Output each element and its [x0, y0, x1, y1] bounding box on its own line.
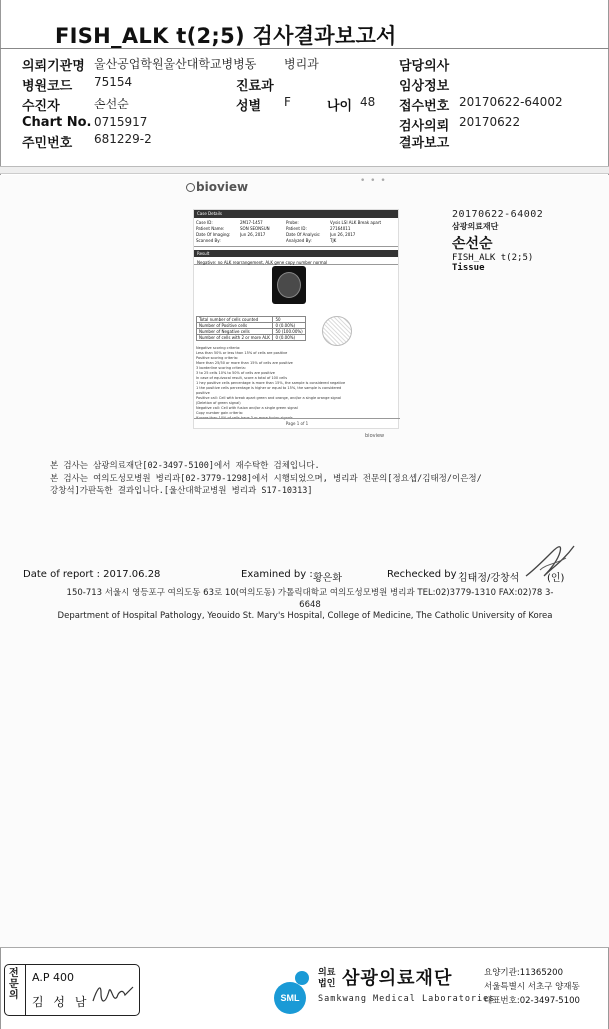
case-field: Vysis LSI ALK Break apart	[330, 220, 382, 225]
case-field: Probe:	[286, 220, 299, 225]
note-line: 강창석]가판독한 결과입니다.[울산대학교병원 병리과 S17-10313]	[50, 486, 313, 496]
resident-no-label: 주민번호	[22, 136, 73, 151]
specialist-name: 김 성 남	[32, 995, 90, 1009]
specimen-patient: 손선순	[452, 236, 493, 252]
case-field: Jun 26, 2017	[240, 232, 266, 237]
criteria-line: Negative call: Cell with fusion and/or a single green signal	[196, 406, 298, 410]
sml-logo-text: SML	[280, 993, 300, 1003]
org-prefix-line: 의료	[318, 968, 336, 978]
result-text: Negative: no ALK rearrangement, ALK gene copy number normal	[194, 257, 398, 265]
criteria-line: 1 the positive cells percentage is higher or equal to 15%, the sample is considered positive	[196, 386, 342, 395]
report-signoff	[23, 569, 583, 585]
case-details-header: Case Details	[194, 210, 398, 218]
table-cell: Number of cells with 2 or more ALK	[197, 335, 273, 341]
clinic-label: 진료과	[236, 79, 274, 94]
table-cell: Total number of cells counted	[197, 317, 273, 323]
org-english-name: Samkwang Medical Laboratories	[318, 994, 496, 1004]
institution-value: 울산공업학원울산대학교병병동	[94, 57, 257, 71]
hospital-code-value: 75154	[94, 75, 133, 89]
scoring-criteria-notes	[196, 346, 346, 421]
patient-name-value: 손선순	[94, 97, 129, 111]
criteria-line: 3 borderline scoring criteria:	[196, 366, 246, 370]
footer-divider	[0, 947, 609, 948]
criteria-line: Less than 50% or less than 15% of cells are positive	[196, 351, 288, 355]
specimen-institution: 삼광의료재단	[452, 222, 499, 231]
bioview-logo: bioview	[186, 180, 248, 194]
specialist-license: A.P 400	[32, 971, 74, 984]
report-date: Date of report : 2017.06.28	[23, 569, 161, 580]
case-field: Patient ID:	[286, 226, 307, 231]
org-info-line: 대표번호:02-3497-5100	[484, 996, 580, 1006]
lab-stamp	[322, 316, 352, 346]
scan-artifact: • • •	[360, 176, 387, 186]
hospital-code-label: 병원코드	[22, 79, 73, 94]
case-field	[240, 238, 286, 244]
clinical-info-label: 임상정보	[399, 79, 450, 94]
criteria-line: Negative scoring criteria:	[196, 346, 241, 350]
result-report-label: 결과보고	[399, 136, 450, 151]
result-header: Result	[194, 250, 398, 257]
department-value: 병리과	[284, 57, 319, 71]
criteria-line: Positive call: Cell with break apart green and orange, and/or a single orange signal (Deletion of green signal)	[196, 396, 341, 405]
specialist-confirm-box	[4, 964, 140, 1016]
case-field: Scanned By:	[196, 238, 221, 243]
criteria-line: 1 hey positive cells percentage is more than 15%, the sample is considered negative	[196, 381, 346, 385]
specimen-type: Tissue	[452, 263, 485, 273]
org-contact-info	[484, 966, 580, 1008]
sml-logo-icon	[268, 968, 316, 1016]
table-cell: 0 (0.00%)	[273, 323, 306, 329]
header-row-hospital-code	[22, 75, 602, 93]
sex-value: F	[284, 95, 291, 109]
sheet-footer-logo: bioview	[365, 433, 385, 439]
criteria-line: In case of equivocal result, score a total of 100 cells	[196, 376, 288, 380]
note-line: 본 검사는 삼광의료재단[02-3497-5100]에서 재수탁한 검체입니다.	[50, 461, 320, 471]
specialist-signature	[91, 979, 135, 1009]
case-details-grid	[194, 218, 398, 247]
header-row-resident	[22, 132, 602, 150]
case-field: Jun 26, 2017	[330, 232, 356, 237]
lab-result-sheet	[193, 209, 399, 429]
case-field: Date Of Analysis:	[286, 232, 321, 237]
case-field: SON SEONSUN	[240, 226, 270, 231]
table-cell: Number of Positive cells	[197, 323, 273, 329]
specimen-test: FISH_ALK t(2;5)	[452, 253, 534, 263]
case-field: Case ID:	[196, 220, 213, 225]
fish-cell-image	[272, 266, 306, 304]
specimen-label	[452, 209, 572, 273]
criteria-line: If more than 10% of cells have 3 or more fusion signals	[196, 416, 293, 420]
case-field: TJK	[330, 238, 337, 243]
scan-gap	[0, 166, 609, 174]
age-value: 48	[360, 95, 376, 109]
accession-value: 20170622-64002	[459, 95, 563, 109]
resident-no-value: 681229-2	[94, 132, 152, 146]
department-line: Department of Hospital Pathology, Yeouido St. Mary's Hospital, College of Medicine, The Catholic University of Korea	[57, 611, 553, 621]
org-name: 삼광의료재단	[342, 968, 453, 989]
institution-label: 의뢰기관명	[22, 59, 85, 74]
org-info-line: 요양기관:11365200	[484, 968, 563, 978]
rechecked-signature	[522, 540, 578, 582]
chart-no-value: 0715917	[94, 115, 148, 129]
patient-label: 수진자	[22, 99, 60, 114]
org-prefix-line: 법인	[318, 979, 336, 989]
cell-count-table	[196, 316, 306, 341]
examined-label: Examined by :	[241, 569, 313, 580]
doctor-label: 담당의사	[399, 59, 450, 74]
sex-label: 성별	[236, 99, 262, 114]
criteria-line: 3 to 25 cells 10% to 50% of cells are positive	[196, 371, 275, 375]
hospital-address: 150-713 서울시 영등포구 여의도동 63로 10(여의도동) 가톨릭대학교 여의도성모병원 병리과 TEL:02)3779-1310 FAX:02)78 3-6648	[66, 588, 554, 610]
criteria-line: Copy number gain criteria:	[196, 411, 244, 415]
specialist-label: 전 문 의	[5, 965, 26, 1015]
examined-name: 황은화	[313, 573, 342, 584]
header-row-patient	[22, 95, 602, 113]
rechecked-name: 김태정/강창석	[458, 573, 520, 584]
bioview-logo-icon	[186, 183, 195, 192]
table-cell: Number of Negative cells	[197, 329, 273, 335]
org-prefix	[318, 968, 335, 990]
case-field: 2M17-1457	[240, 220, 263, 225]
header-divider-top	[0, 48, 609, 49]
header-row-chart	[22, 115, 602, 133]
table-cell: 50 (100.00%)	[273, 329, 306, 335]
case-field: Patient Name:	[196, 226, 225, 231]
note-line: 본 검사는 여의도성모병원 병리과[02-3779-1298]에서 시행되었으며, 병리과 전문의[정요셉/김태정/이은정/	[50, 473, 482, 484]
case-field: 27164011	[330, 226, 351, 231]
table-cell: 50	[273, 317, 306, 323]
report-title: FISH_ALK t(2;5) 검사결과보고서	[55, 24, 397, 48]
age-label: 나이	[327, 99, 353, 114]
seal-mark: (인)	[547, 573, 565, 584]
specimen-accession: 20170622-64002	[452, 209, 544, 220]
case-field: Analyzed By:	[286, 238, 312, 243]
rechecked-label: Rechecked by :	[387, 569, 464, 580]
referral-note	[50, 460, 560, 498]
table-cell: 0 (0.00%)	[273, 335, 306, 341]
chart-no-label: Chart No.	[22, 115, 92, 130]
accession-label: 접수번호	[399, 99, 450, 114]
criteria-line: More than 25/50 or more than 15% of cells are positive	[196, 361, 293, 365]
request-date-label: 검사의뢰	[399, 119, 450, 134]
table-row	[197, 335, 306, 341]
org-info-line: 서울특별시 서초구 양재동	[484, 982, 580, 992]
sheet-page-footer: Page 1 of 1	[194, 418, 400, 428]
case-field: Date Of Imaging:	[196, 232, 231, 237]
header-row-institution	[22, 55, 602, 73]
request-date-value: 20170622	[459, 115, 521, 129]
criteria-line: Positive scoring criteria:	[196, 356, 239, 360]
